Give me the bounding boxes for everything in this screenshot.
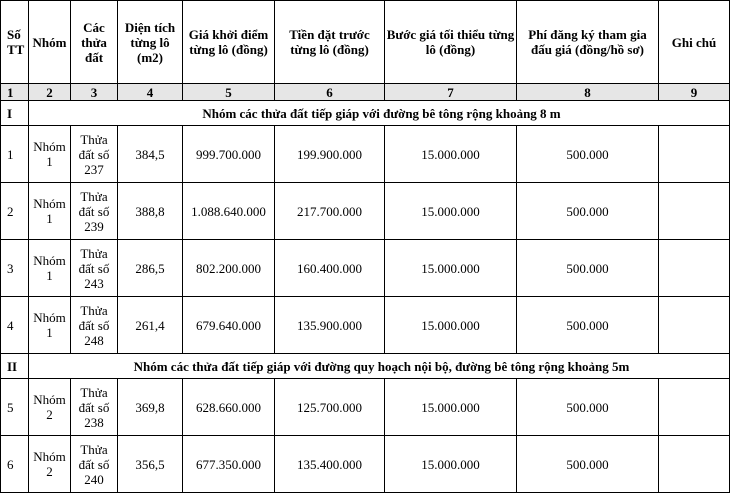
cell-nhom: Nhóm 2 bbox=[29, 379, 71, 436]
header-nhom: Nhóm bbox=[29, 1, 71, 84]
cell-thua: Thửa đất số 240 bbox=[71, 436, 118, 493]
cell-stt: 2 bbox=[1, 183, 29, 240]
cell-phi-dang-ky: 500.000 bbox=[517, 240, 659, 297]
table-row bbox=[1, 436, 730, 493]
header-thua: Các thửa đất bbox=[71, 1, 118, 84]
header-dien-tich: Diện tích từng lô (m2) bbox=[118, 1, 183, 84]
cell-phi-dang-ky: 500.000 bbox=[517, 183, 659, 240]
column-number: 6 bbox=[275, 84, 385, 101]
cell-tien-dat-truoc: 135.900.000 bbox=[275, 297, 385, 354]
cell-ghi-chu bbox=[659, 126, 730, 183]
group-roman: II bbox=[1, 354, 29, 379]
cell-tien-dat-truoc: 135.400.000 bbox=[275, 436, 385, 493]
cell-buoc-gia: 15.000.000 bbox=[385, 126, 517, 183]
cell-gia-khoi-diem: 677.350.000 bbox=[183, 436, 275, 493]
cell-nhom: Nhóm 2 bbox=[29, 436, 71, 493]
group-title: Nhóm các thửa đất tiếp giáp với đường bê tông rộng khoảng 8 m bbox=[29, 101, 730, 126]
cell-buoc-gia: 15.000.000 bbox=[385, 436, 517, 493]
cell-stt: 4 bbox=[1, 297, 29, 354]
cell-dien-tich: 356,5 bbox=[118, 436, 183, 493]
cell-thua: Thửa đất số 238 bbox=[71, 379, 118, 436]
header-stt: Số TT bbox=[1, 1, 29, 84]
cell-gia-khoi-diem: 679.640.000 bbox=[183, 297, 275, 354]
cell-buoc-gia: 15.000.000 bbox=[385, 183, 517, 240]
group-row-2 bbox=[1, 354, 730, 379]
cell-thua: Thửa đất số 248 bbox=[71, 297, 118, 354]
cell-thua: Thửa đất số 243 bbox=[71, 240, 118, 297]
cell-tien-dat-truoc: 125.700.000 bbox=[275, 379, 385, 436]
cell-nhom: Nhóm 1 bbox=[29, 183, 71, 240]
cell-phi-dang-ky: 500.000 bbox=[517, 126, 659, 183]
cell-tien-dat-truoc: 199.900.000 bbox=[275, 126, 385, 183]
cell-gia-khoi-diem: 999.700.000 bbox=[183, 126, 275, 183]
cell-phi-dang-ky: 500.000 bbox=[517, 297, 659, 354]
column-number: 1 bbox=[1, 84, 29, 101]
cell-stt: 6 bbox=[1, 436, 29, 493]
cell-buoc-gia: 15.000.000 bbox=[385, 297, 517, 354]
cell-nhom: Nhóm 1 bbox=[29, 297, 71, 354]
cell-buoc-gia: 15.000.000 bbox=[385, 240, 517, 297]
header-phi-dang-ky: Phí đăng ký tham gia đấu giá (đồng/hồ sơ) bbox=[517, 1, 659, 84]
group-row-1 bbox=[1, 101, 730, 126]
cell-gia-khoi-diem: 1.088.640.000 bbox=[183, 183, 275, 240]
header-buoc-gia: Bước giá tối thiểu từng lô (đồng) bbox=[385, 1, 517, 84]
cell-dien-tich: 286,5 bbox=[118, 240, 183, 297]
cell-ghi-chu bbox=[659, 297, 730, 354]
cell-nhom: Nhóm 1 bbox=[29, 126, 71, 183]
table-row bbox=[1, 379, 730, 436]
cell-dien-tich: 388,8 bbox=[118, 183, 183, 240]
column-number: 7 bbox=[385, 84, 517, 101]
cell-nhom: Nhóm 1 bbox=[29, 240, 71, 297]
cell-buoc-gia: 15.000.000 bbox=[385, 379, 517, 436]
cell-stt: 1 bbox=[1, 126, 29, 183]
group-roman: I bbox=[1, 101, 29, 126]
table-row bbox=[1, 297, 730, 354]
column-number-row bbox=[1, 84, 730, 101]
cell-stt: 3 bbox=[1, 240, 29, 297]
table-row bbox=[1, 183, 730, 240]
header-ghi-chu: Ghi chú bbox=[659, 1, 730, 84]
cell-phi-dang-ky: 500.000 bbox=[517, 379, 659, 436]
column-number: 8 bbox=[517, 84, 659, 101]
column-number: 5 bbox=[183, 84, 275, 101]
cell-thua: Thửa đất số 239 bbox=[71, 183, 118, 240]
table-row bbox=[1, 126, 730, 183]
cell-dien-tich: 369,8 bbox=[118, 379, 183, 436]
cell-tien-dat-truoc: 160.400.000 bbox=[275, 240, 385, 297]
cell-dien-tich: 261,4 bbox=[118, 297, 183, 354]
column-number: 9 bbox=[659, 84, 730, 101]
cell-gia-khoi-diem: 628.660.000 bbox=[183, 379, 275, 436]
header-tien-dat-truoc: Tiền đặt trước từng lô (đồng) bbox=[275, 1, 385, 84]
table-row bbox=[1, 240, 730, 297]
cell-stt: 5 bbox=[1, 379, 29, 436]
cell-ghi-chu bbox=[659, 379, 730, 436]
cell-ghi-chu bbox=[659, 240, 730, 297]
column-number: 3 bbox=[71, 84, 118, 101]
cell-dien-tich: 384,5 bbox=[118, 126, 183, 183]
header-row bbox=[1, 1, 730, 84]
cell-ghi-chu bbox=[659, 436, 730, 493]
cell-gia-khoi-diem: 802.200.000 bbox=[183, 240, 275, 297]
cell-ghi-chu bbox=[659, 183, 730, 240]
column-number: 4 bbox=[118, 84, 183, 101]
cell-tien-dat-truoc: 217.700.000 bbox=[275, 183, 385, 240]
column-number: 2 bbox=[29, 84, 71, 101]
group-title: Nhóm các thửa đất tiếp giáp với đường quy hoạch nội bộ, đường bê tông rộng khoảng 5m bbox=[29, 354, 730, 379]
cell-thua: Thửa đất số 237 bbox=[71, 126, 118, 183]
header-gia-khoi-diem: Giá khởi điểm từng lô (đồng) bbox=[183, 1, 275, 84]
cell-phi-dang-ky: 500.000 bbox=[517, 436, 659, 493]
